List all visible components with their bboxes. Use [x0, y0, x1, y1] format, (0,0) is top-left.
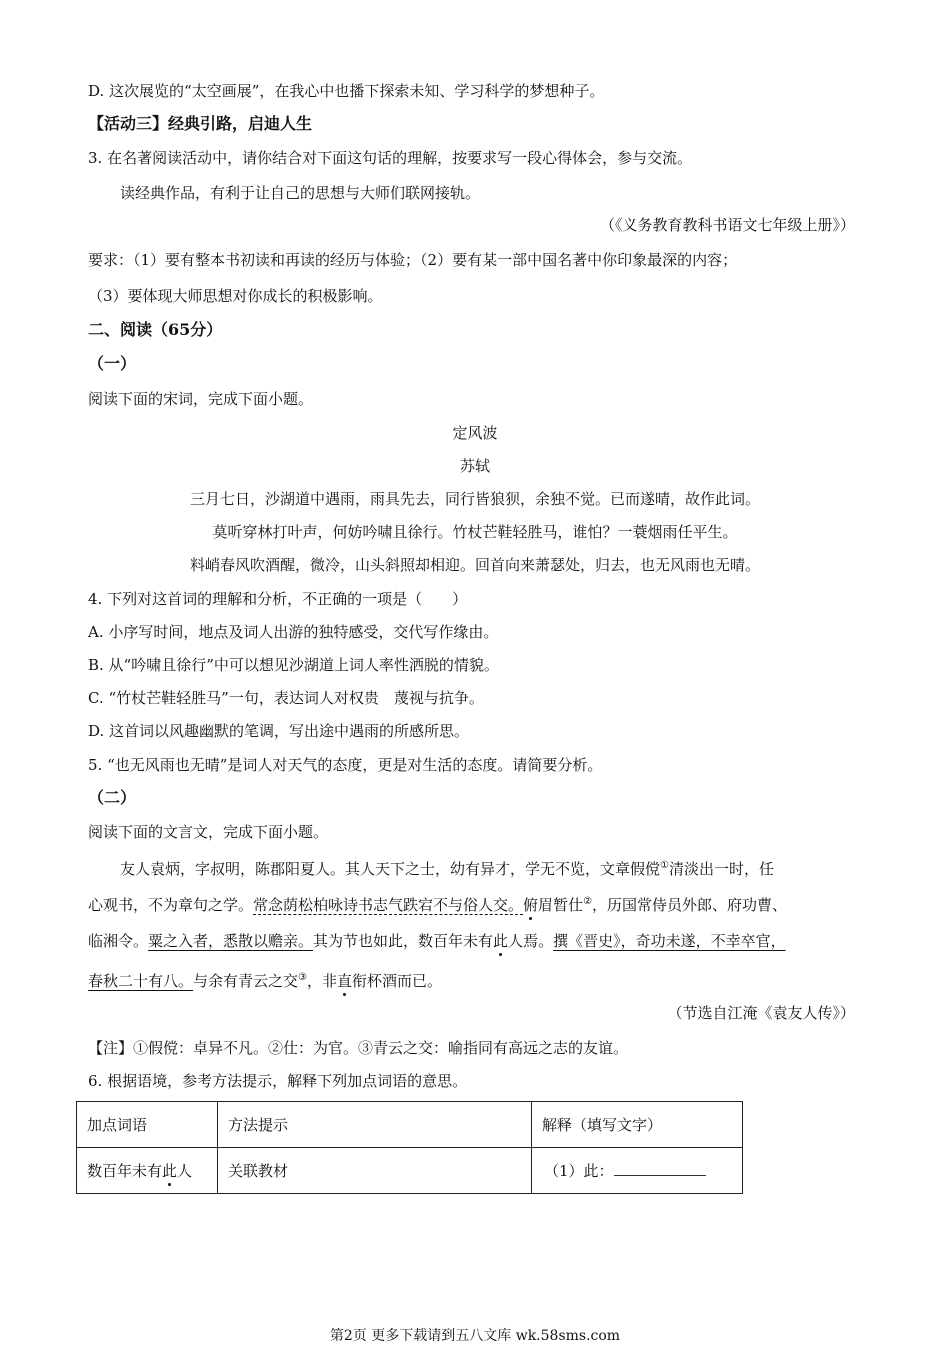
- table-cell-answer: [532, 1148, 743, 1194]
- dotted-word: 直: [337, 972, 353, 990]
- prose-text: 其为节也如此，数百年未有: [313, 932, 494, 950]
- prose-text: 暂仕: [553, 896, 584, 914]
- text-source: （节选自江淹《袁友人传》）: [667, 1004, 855, 1022]
- prose-text: 临湘令。: [88, 932, 149, 950]
- prose-text: 人焉。: [508, 932, 554, 950]
- table-cell-method: 关联教材: [218, 1148, 532, 1194]
- prose-text: 人: [177, 1162, 193, 1180]
- read-instruction-2: 阅读下面的文言文，完成下面小题。: [88, 823, 329, 841]
- vocabulary-table: [76, 1101, 743, 1194]
- prose-text: ，历国常侍员外郎、府功曹、: [592, 896, 788, 914]
- answer-label: （1）此：: [544, 1162, 614, 1180]
- prose-text: 与余有青云之交: [193, 972, 299, 990]
- prose-line-2: [88, 892, 787, 915]
- poem-author: 苏轼: [459, 457, 490, 475]
- quote-source: （《义务教育教科书语文七年级上册》）: [599, 216, 855, 234]
- prose-text: 数百年未有: [87, 1162, 163, 1180]
- footnote-marker: ①: [660, 860, 669, 871]
- dotted-word: 俯: [523, 896, 539, 914]
- part-2-heading: （二）: [88, 788, 137, 807]
- table-row: [77, 1148, 743, 1194]
- page-footer: 第2页 更多下载请到五八文库 wk.58sms.com: [329, 1328, 621, 1344]
- prose-text: 衔杯酒而已。: [352, 972, 443, 990]
- requirement-1: 要求：（1）要有整本书初读和再读的经历与体验；（2）要有某一部中国名著中你印象最深的内容；: [88, 251, 738, 269]
- question-4-option-b: B. 从“吟啸且徐行”中可以想见沙湖道上词人率性洒脱的情貌。: [88, 656, 499, 674]
- footnote-marker: ③: [298, 972, 307, 983]
- dotted-word: 此: [493, 932, 509, 950]
- prose-text: 友人袁炳，字叔明，陈郡阳夏人。其人天下之士，幼有异才，学无不览，文章假傥: [120, 860, 661, 878]
- translation-sentence: 粟之入者，悉散以赡亲。: [148, 932, 314, 950]
- poem-preface: 三月七日，沙湖道中遇雨，雨具先去，同行皆狼狈，余独不觉。已而遂晴，故作此词。: [189, 490, 760, 508]
- dotted-word: 此: [162, 1162, 178, 1180]
- translation-sentence: 撰《晋史》，奇功未遂，不幸卒官，: [553, 932, 786, 950]
- question-4-option-d: D. 这首词以风趣幽默的笔调，写出途中遇雨的所感所思。: [88, 722, 470, 740]
- section-2-heading: 二、阅读（65分）: [88, 320, 223, 339]
- footnote-marker: ②: [583, 896, 593, 907]
- question-3: 3. 在名著阅读活动中，请你结合对下面这句话的理解，按要求写一段心得体会，参与交流。: [88, 149, 693, 167]
- question-4-option-a: A. 小序写时间，地点及词人出游的独特感受，交代写作缘由。: [88, 623, 499, 641]
- prose-text: 眉: [538, 896, 554, 914]
- prose-text: 清淡出一时，任: [668, 860, 774, 878]
- annotation-note: 【注】①假傥：卓异不凡。②仕：为官。③青云之交：喻指同有高远之志的友谊。: [88, 1039, 629, 1057]
- quote-text: 读经典作品，有利于让自己的思想与大师们联网接轨。: [120, 184, 481, 202]
- prose-line-4: [88, 968, 442, 991]
- poem-line-2: 料峭春风吹酒醒，微冷，山头斜照却相迎。回首向来萧瑟处，归去，也无风雨也无晴。: [189, 556, 760, 574]
- table-header-cell: 加点词语: [77, 1102, 218, 1148]
- question-6: 6. 根据语境，参考方法提示，解释下列加点词语的意思。: [88, 1072, 468, 1090]
- answer-blank[interactable]: [614, 1161, 706, 1176]
- requirement-2: （3）要体现大师思想对你成长的积极影响。: [88, 287, 383, 305]
- table-header-row: [77, 1102, 743, 1148]
- prose-line-1: [120, 856, 774, 879]
- question-4: 4. 下列对这首词的理解和分析，不正确的一项是（ ）: [88, 590, 468, 608]
- table-cell-word: [77, 1148, 218, 1194]
- part-1-heading: （一）: [88, 354, 137, 373]
- punctuation-sentence: 常念荫松柏咏诗书志气跌宕不与俗人交。: [253, 896, 524, 914]
- poem-line-1: 莫听穿林打叶声，何妨吟啸且徐行。竹杖芒鞋轻胜马，谁怕？一蓑烟雨任平生。: [212, 523, 738, 541]
- table-header-cell: 解释（填写文字）: [532, 1102, 743, 1148]
- table-header-cell: 方法提示: [218, 1102, 532, 1148]
- question-4-option-c: C. “竹杖芒鞋轻胜马”一句，表达词人对权贵 蔑视与抗争。: [88, 689, 484, 707]
- translation-sentence: 春秋二十有八。: [88, 972, 194, 990]
- option-d-line: D. 这次展览的“太空画展”，在我心中也播下探索未知、学习科学的梦想种子。: [88, 82, 605, 100]
- prose-line-3: [88, 931, 786, 951]
- poem-title: 定风波: [452, 424, 498, 442]
- prose-text: ，非: [307, 972, 338, 990]
- activity-three-heading: 【活动三】经典引路，启迪人生: [88, 114, 313, 133]
- prose-text: 心观书，不为章句之学。: [88, 896, 254, 914]
- question-5: 5. “也无风雨也无晴”是词人对天气的态度，更是对生活的态度。请简要分析。: [88, 756, 603, 774]
- read-instruction-1: 阅读下面的宋词，完成下面小题。: [88, 390, 314, 408]
